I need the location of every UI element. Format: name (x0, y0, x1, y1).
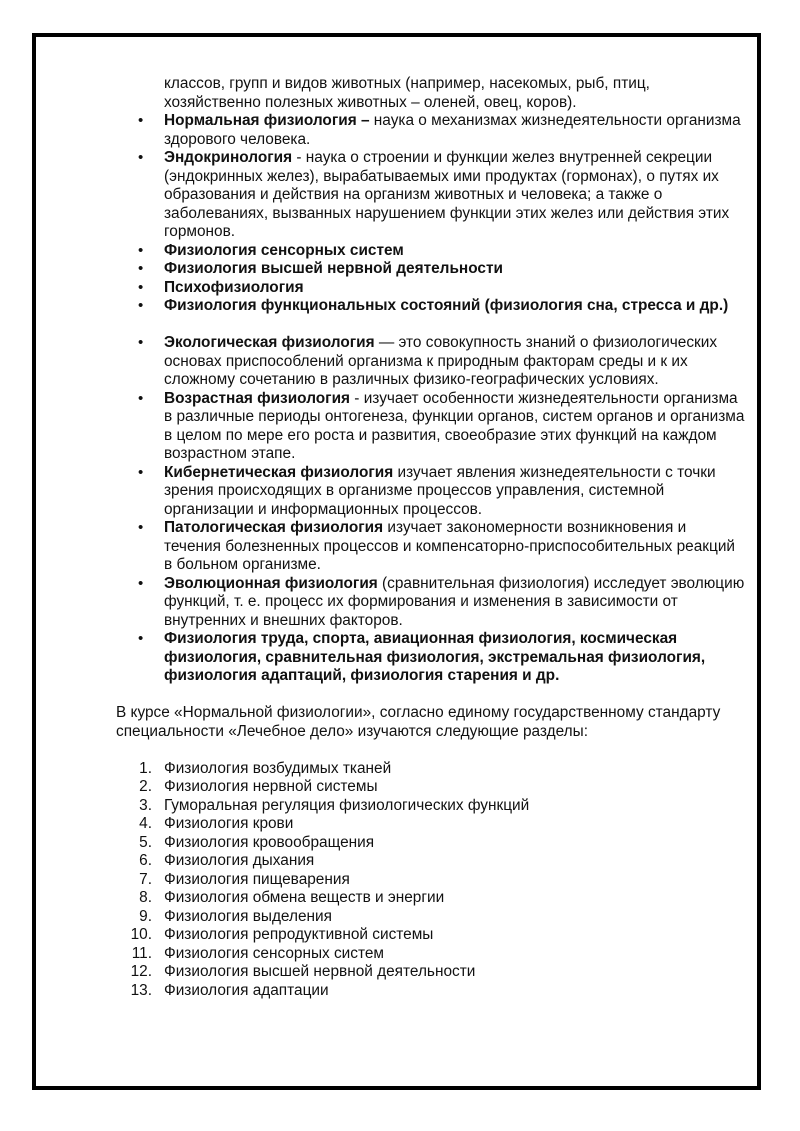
sections-list (116, 760, 746, 1001)
item-text: Физиология репродуктивной системы (164, 926, 434, 943)
bullet-icon: • (138, 389, 144, 407)
item-text: Физиология высшей нервной деятельности (164, 963, 476, 980)
list-item (116, 630, 746, 686)
list-item (116, 778, 746, 797)
list-item (116, 260, 746, 279)
list-item (116, 797, 746, 816)
bullet-icon: • (138, 519, 144, 536)
list-item (116, 889, 746, 908)
term: Патологическая физиология (164, 519, 384, 536)
bullet-icon: • (138, 630, 144, 647)
list-item (116, 963, 746, 982)
item-text: Физиология адаптации (164, 981, 329, 999)
list-item (116, 926, 746, 945)
item-text: Физиология нервной системы (164, 778, 378, 795)
term: Эволюционная физиология (164, 574, 378, 592)
list-item (116, 242, 746, 261)
item-text: Физиология возбудимых тканей (164, 759, 392, 777)
list-item (116, 297, 746, 316)
course-paragraph: В курсе «Нормальной физиологии», согласно единому государственному стандарту специальности «Лечебное дело» изучаются следующие разделы: (116, 704, 721, 740)
list-item (116, 334, 746, 390)
term: Физиология высшей нервной деятельности (164, 260, 503, 277)
term: Экологическая физиология (164, 334, 375, 351)
item-number: 4. (139, 815, 152, 832)
description: изучает явления жизнедеятельности с точки зрения происходящих в организме процессов управления, системной организации и информационных процессов. (164, 463, 716, 518)
item-number: 12. (130, 963, 152, 980)
description: - изучает особенности жизнедеятельности организма в различные периоды онтогенеза, функции органов, систем органов и организма в целом по мере его роста и развития, своеобразие этих функций на каждом возрастном этапе. (164, 389, 745, 462)
bullet-icon: • (138, 463, 144, 481)
bullet-icon: • (138, 278, 144, 296)
list-item (116, 760, 746, 779)
bullet-icon: • (138, 260, 144, 277)
item-text: Физиология обмена веществ и энергии (164, 889, 445, 906)
list-item (116, 871, 746, 890)
item-text: Гуморальная регуляция физиологических функций (164, 796, 530, 814)
item-number: 7. (139, 870, 152, 888)
item-number: 5. (139, 833, 152, 851)
item-number: 3. (139, 796, 152, 814)
item-text: Физиология крови (164, 815, 294, 832)
item-number: 10. (130, 926, 152, 943)
item-text: Физиология пищеварения (164, 870, 350, 888)
item-number: 6. (139, 852, 152, 869)
description: наука о механизмах жизнедеятельности организма здорового человека. (164, 112, 741, 148)
bullet-icon: • (138, 241, 144, 259)
term: Физиология функциональных состояний (физиология сна, стресса и др.) (164, 297, 729, 314)
term: Физиология сенсорных систем (164, 241, 404, 259)
bullet-icon: • (138, 574, 144, 592)
description: - наука о строении и функции желез внутренней секреции (эндокринных желез), вырабатываемых ими продуктах (гормонах), о путях их образования и действия на организм животных и человека; а также о заболеваниях, вызванных нарушением функции этих желез или действия этих гормонов. (164, 149, 730, 240)
term: Психофизиология (164, 278, 304, 296)
term: Нормальная физиология – (164, 112, 370, 129)
list-item (116, 464, 746, 520)
list-item (116, 390, 746, 464)
intro-continuation: классов, групп и видов животных (например, насекомых, рыб, птиц, хозяйственно полезных животных – оленей, овец, коров). (164, 75, 650, 111)
item-text: Физиология сенсорных систем (164, 944, 384, 962)
bullet-icon: • (138, 149, 144, 166)
list-item (116, 908, 746, 927)
item-text: Физиология дыхания (164, 852, 315, 869)
term: Возрастная физиология (164, 389, 351, 407)
bullet-icon: • (138, 112, 144, 129)
item-text: Физиология кровообращения (164, 833, 375, 851)
description: (сравнительная физиология) исследует эволюцию функций, т. е. процесс их формирования и изменения в зависимости от внутренних и внешних факторов. (164, 574, 745, 629)
bullet-list-secondary (116, 334, 746, 686)
bullet-icon: • (138, 297, 144, 314)
document-body (116, 75, 746, 1000)
item-number: 13. (130, 981, 152, 999)
item-text: Физиология выделения (164, 907, 332, 925)
list-item (116, 519, 746, 575)
description: — это совокупность знаний о физиологических основах приспособлений организма к природным факторам среды и к их сложному сочетанию в различных физико-географических условиях. (164, 334, 718, 388)
list-item (116, 815, 746, 834)
term: Эндокринология (164, 149, 293, 166)
item-number: 11. (131, 944, 152, 962)
bullet-list-main (116, 112, 746, 316)
list-item (116, 279, 746, 298)
list-item (116, 945, 746, 964)
item-number: 2. (139, 778, 152, 795)
list-item (116, 982, 746, 1001)
term: Кибернетическая физиология (164, 463, 394, 481)
list-item (116, 575, 746, 631)
item-number: 8. (139, 889, 152, 906)
list-item (116, 112, 746, 149)
bullet-icon: • (138, 334, 144, 351)
list-item (116, 149, 746, 242)
term: Физиология труда, спорта, авиационная физиология, космическая физиология, сравнительная физиология, экстремальная физиология, физиология адаптаций, физиология старения и др. (164, 630, 706, 684)
item-number: 1. (139, 759, 152, 777)
list-item (116, 852, 746, 871)
item-number: 9. (139, 907, 152, 925)
description: изучает закономерности возникновения и течения болезненных процессов и компенсаторно-приспособительных реакций в больном организме. (164, 519, 736, 573)
list-item (116, 834, 746, 853)
